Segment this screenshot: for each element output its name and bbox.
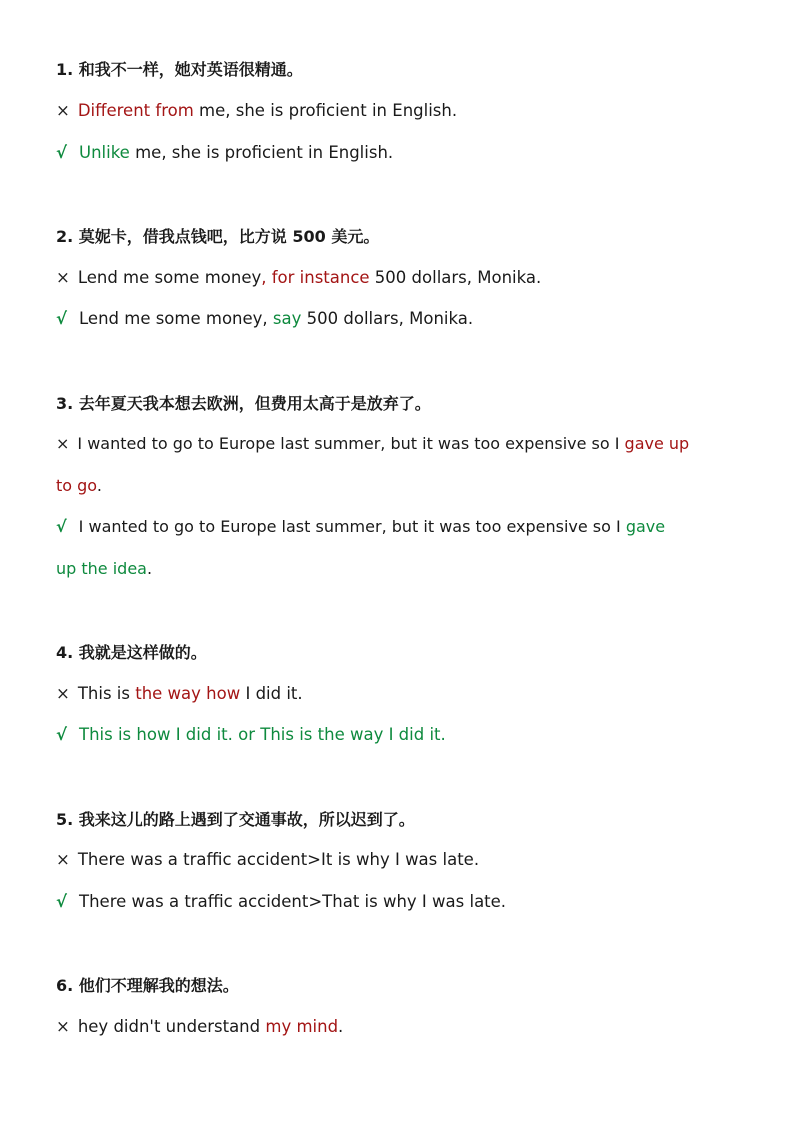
sentence-text: 500 dollars, Monika. [301,309,474,328]
item-4-right-line [56,725,746,745]
wrong-phrase: my mind [265,1017,339,1036]
item-1-wrong-line [56,101,746,121]
item-5-right-line [56,892,746,912]
item-6-heading: 6. 他们不理解我的想法。 [56,976,239,995]
item-5-wrong-line [56,850,746,870]
wrong-phrase: Different from [77,101,194,120]
wrong-mark-icon: × [56,684,70,703]
sentence-text: I did it. [240,684,303,703]
wrong-mark-icon: × [56,850,70,869]
wrong-phrase: to go [56,476,97,495]
sentence-text: I wanted to go to Europe last summer, but it was too expensive so I [77,434,625,453]
wrong-mark-icon: × [56,101,70,120]
item-4-heading: 4. 我就是这样做的。 [56,643,207,662]
sentence-text: . [146,559,153,578]
sentence-text: hey didn't understand [77,1017,266,1036]
sentence-text: Lend me some money [77,268,262,287]
correct-phrase: This is how I did it. or This is the way I did it. [79,725,446,744]
check-mark-icon: √ [56,309,68,328]
correct-phrase: say [272,309,302,328]
sentence-text: There was a traffic accident>It is why I was late. [77,850,480,869]
item-1-right-line [56,143,746,163]
item-1-heading: 1. 和我不一样，她对英语很精通。 [56,60,303,79]
wrong-mark-icon: × [56,434,70,453]
sentence-text: This is [77,684,136,703]
sentence-text: I wanted to go to Europe last summer, but it was too expensive so I [78,517,626,536]
check-mark-icon: √ [56,143,68,162]
wrong-phrase: , for instance [261,268,370,287]
sentence-text: me, she is proficient in English. [129,143,394,162]
check-mark-icon: √ [56,892,68,911]
item-3-right-line [56,517,746,537]
wrong-mark-icon: × [56,268,70,287]
sentence-text: Lend me some money, [79,309,273,328]
item-3-heading: 3. 去年夏天我本想去欧洲，但费用太高于是放弃了。 [56,394,431,413]
item-3-right-line-continued [56,559,746,579]
sentence-text: . [96,476,102,495]
correct-phrase: Unlike [79,143,130,162]
sentence-text: 500 dollars, Monika. [369,268,542,287]
wrong-mark-icon: × [56,1017,70,1036]
sentence-text: . [338,1017,344,1036]
item-6-wrong-line [56,1017,746,1037]
item-3-wrong-line-continued [56,476,746,496]
wrong-phrase: gave up [624,434,690,453]
item-2-right-line [56,309,746,329]
wrong-phrase: the way how [135,684,241,703]
check-mark-icon: √ [56,725,68,744]
sentence-text: There was a traffic accident>That is why I was late. [79,892,507,911]
item-2-heading: 2. 莫妮卡，借我点钱吧，比方说 500 美元。 [56,227,380,246]
sentence-text: me, she is proficient in English. [193,101,458,120]
item-4-wrong-line [56,684,746,704]
correct-phrase: gave [625,517,666,536]
item-2-wrong-line [56,268,746,288]
correct-phrase: up the idea [56,559,147,578]
check-mark-icon: √ [56,517,67,536]
item-3-wrong-line [56,434,746,454]
item-5-heading: 5. 我来这儿的路上遇到了交通事故，所以迟到了。 [56,810,415,829]
